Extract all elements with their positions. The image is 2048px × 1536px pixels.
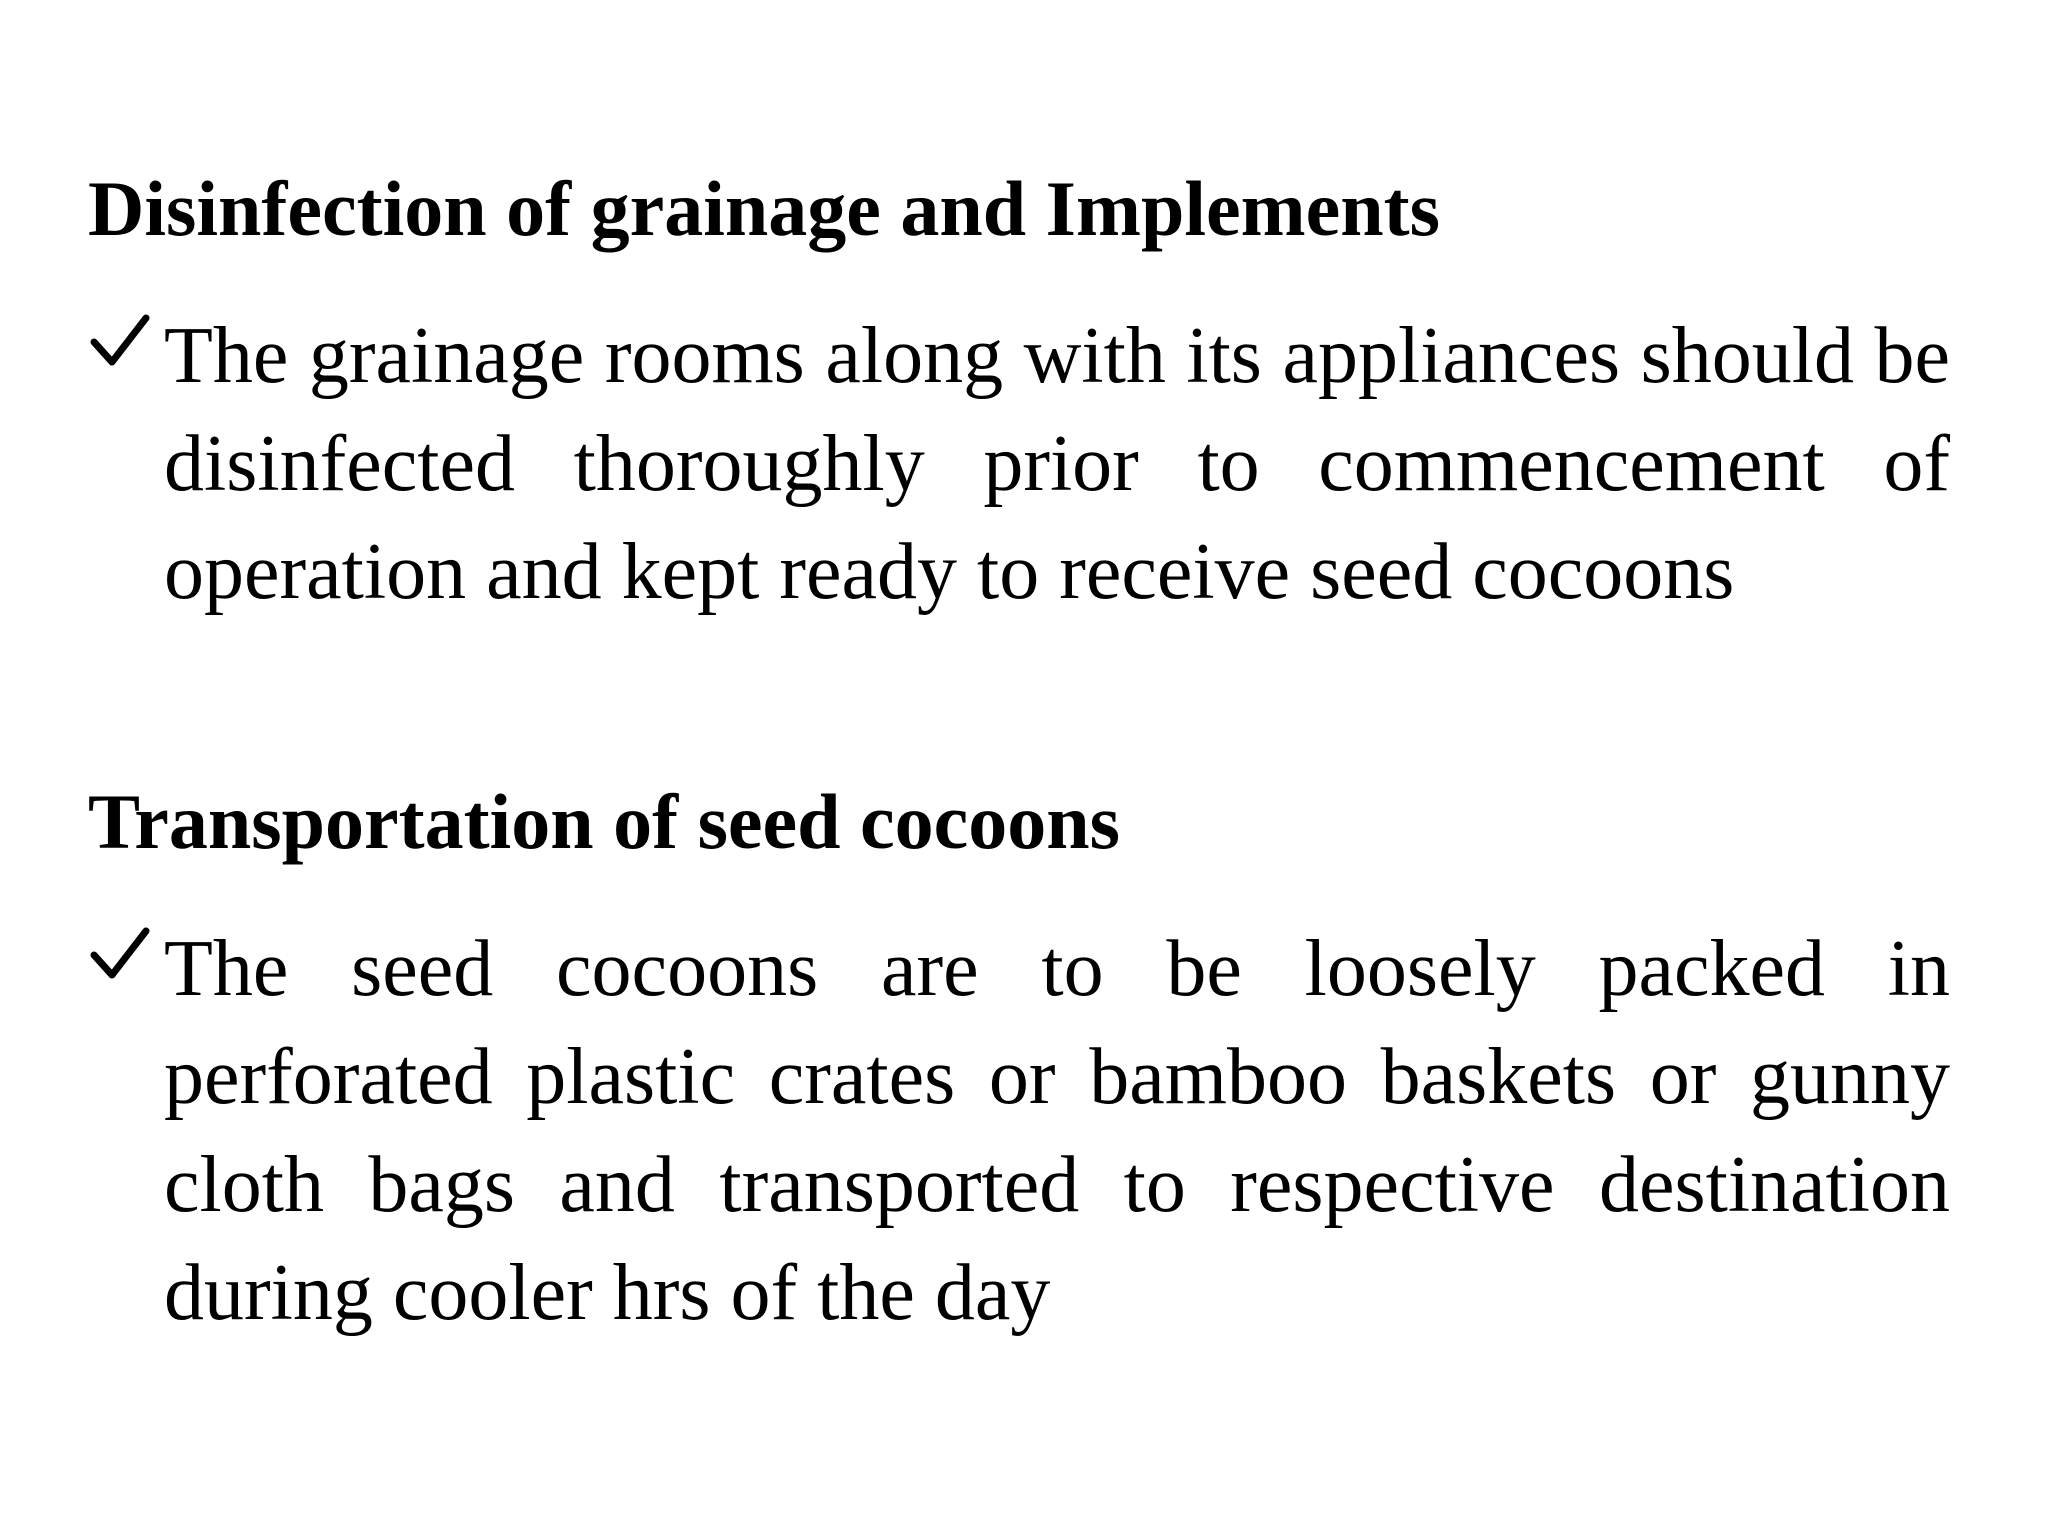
checkmark-icon [88, 921, 152, 985]
section-heading-transportation [88, 778, 1950, 865]
bullet-item-transportation [88, 915, 1950, 1347]
section-heading-disinfection [88, 165, 1950, 252]
bullet-paragraph [88, 302, 1950, 626]
bullet-item-disinfection [88, 302, 1950, 626]
bullet-text: The seed cocoons are to be loosely packed in perforated plastic crates or bamboo baskets or gunny cloth bags and transported to respective destination during cooler hrs of the day [164, 925, 1950, 1337]
bullet-paragraph [88, 915, 1950, 1347]
heading-text: Transportation of seed cocoons [88, 778, 1121, 865]
heading-text: Disinfection of grainage and Implements [88, 165, 1440, 252]
checkmark-icon [88, 308, 152, 372]
bullet-text: The grainage rooms along with its appliances should be disinfected thoroughly prior to commencement of operation and kept ready to receive seed cocoons [164, 312, 1950, 616]
